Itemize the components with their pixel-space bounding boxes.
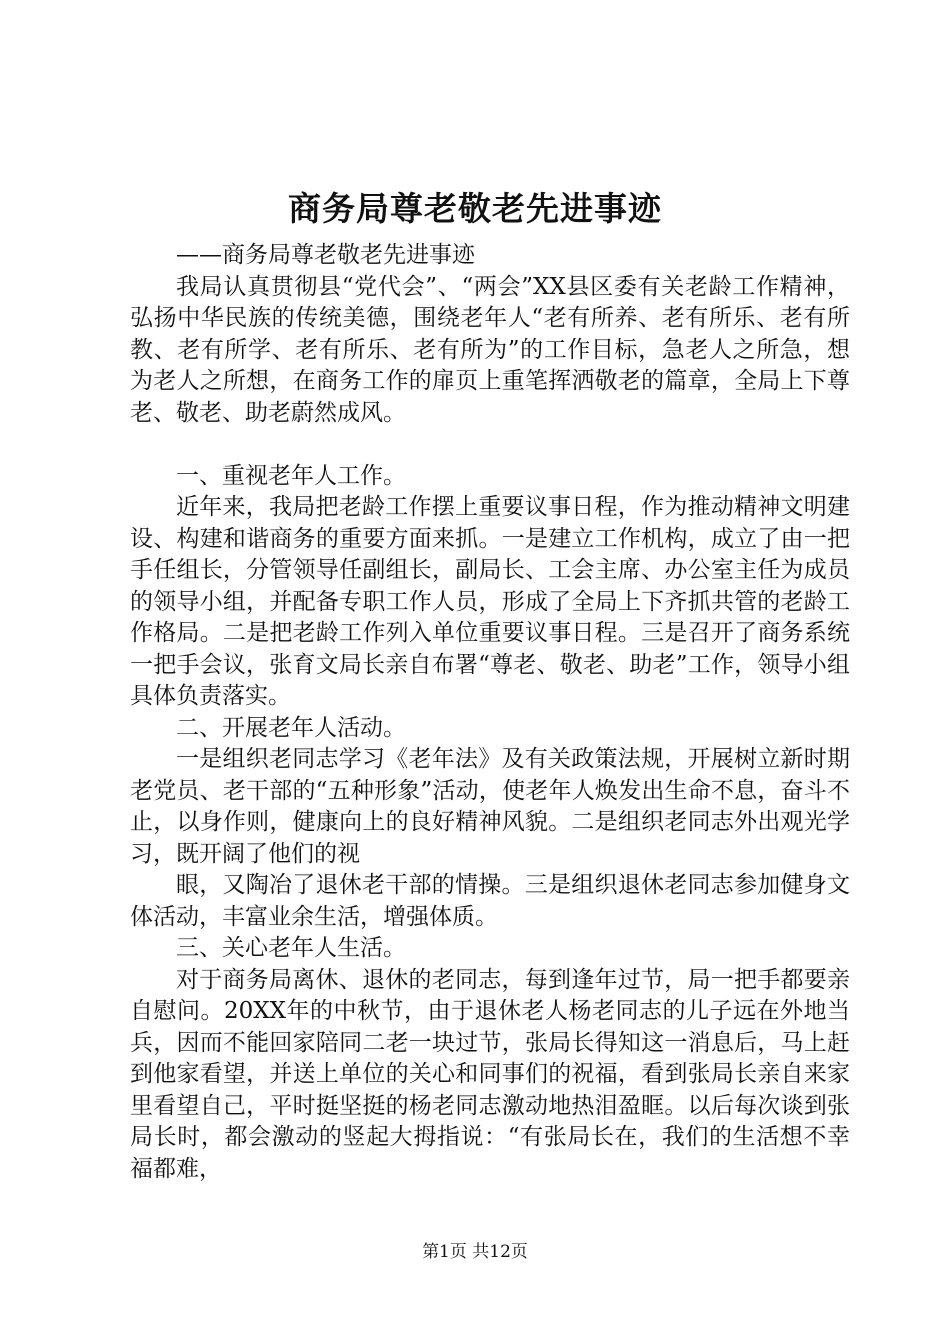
page-number: 第1页 共12页 — [422, 1242, 528, 1262]
section-heading-3: 三、关心老年人生活。 — [176, 935, 406, 961]
section-2-paragraph: 一是组织老同志学习《老年法》及有关政策法规，开展树立新时期老党员、老干部的“五种形象”活动，使老年人焕发出生命不息，奋斗不止，以身作则，健康向上的良好精神风貌。二是组织老同志外出观光学习，既开阔了他们的视 — [130, 746, 850, 867]
section-3-paragraph: 对于商务局离休、退休的老同志，每到逢年过节，局一把手都要亲自慰问。20XX年的中秋节，由于退休老人杨老同志的儿子远在外地当兵，因而不能回家陪同二老一块过节，张局长得知这一消息后，马上赶到他家看望，并送上单位的关心和同事们的祝福，看到张局长亲自来家里看望自己，平时挺坚挺的杨老同志激动地热泪盈眶。以后每次谈到张局长时，都会激动的竖起大拇指说：“有张局长在，我们的生活想不幸福都难， — [130, 966, 850, 1182]
section-2-paragraph-continued: 眼，又陶冶了退休老干部的情操。三是组织退休老同志参加健身文体活动，丰富业余生活，增强体质。 — [130, 872, 850, 930]
document-title: 商务局尊老敬老先进事迹 — [288, 189, 662, 228]
section-1-paragraph: 近年来，我局把老龄工作摆上重要议事日程，作为推动精神文明建设、构建和谐商务的重要方面来抓。一是建立工作机构，成立了由一把手任组长，分管领导任副组长，副局长、工会主席、办公室主任为成员的领导小组，并配备专职工作人员，形成了全局上下齐抓共管的老龄工作格局。二是把老龄工作列入单位重要议事日程。三是召开了商务系统一把手会议，张育文局长亲自布署“尊老、敬老、助老”工作，领导小组具体负责落实。 — [130, 494, 850, 709]
document-body — [130, 240, 850, 1185]
section-heading-2: 二、开展老年人活动。 — [176, 714, 406, 741]
section-heading-1: 一、重视老年人工作。 — [176, 462, 406, 489]
intro-paragraph: 我局认真贯彻县“党代会”、“两会”XX县区委有关老龄工作精神，弘扬中华民族的传统美德，围绕老年人“老有所养、老有所乐、老有所教、老有所学、老有所乐、老有所为”的工作目标，急老人之所急，想为老人之所想，在商务工作的扉页上重笔挥洒敬老的篇章，全局上下尊老、敬老、助老蔚然成风。 — [130, 273, 850, 426]
subtitle: ——商务局尊老敬老先进事迹 — [176, 242, 475, 268]
